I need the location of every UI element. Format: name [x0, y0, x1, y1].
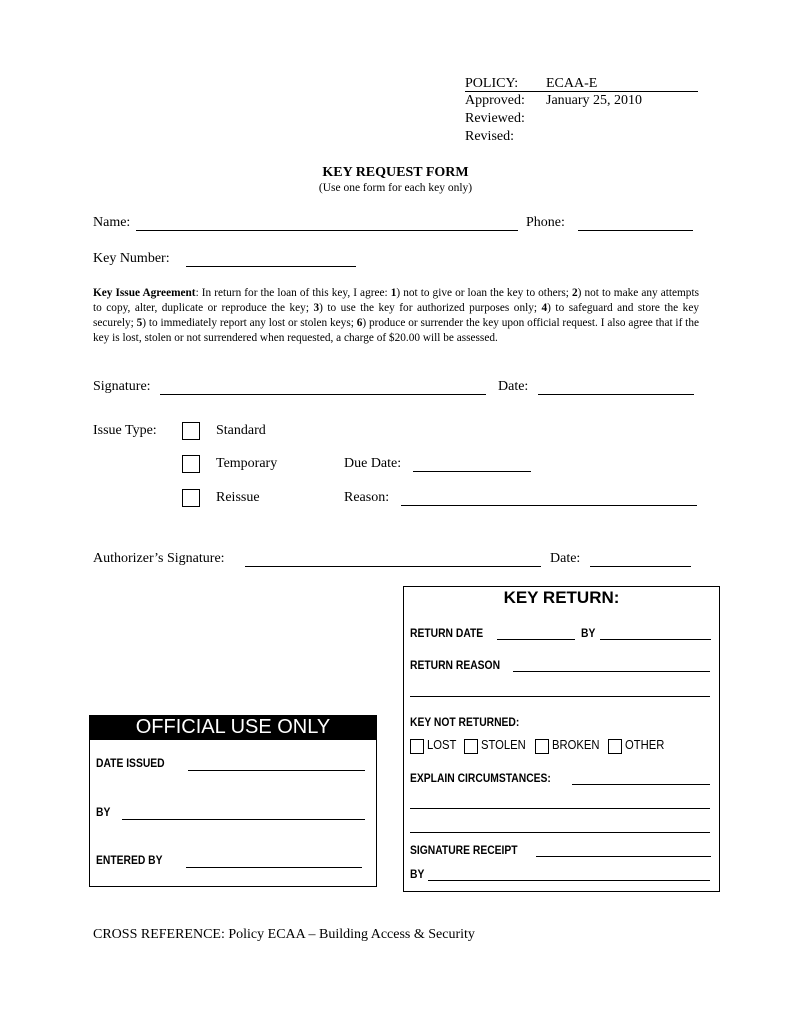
lost-checkbox[interactable]: [410, 739, 424, 754]
return-reason-label: RETURN REASON: [410, 658, 501, 672]
agreement-closing: I also agree that if the key is lost, stolen or not surrendered when requested, a charge of $20.00 will be assessed.: [93, 317, 699, 344]
broken-label: BROKEN: [552, 738, 600, 752]
name-label: Name:: [93, 215, 131, 230]
reviewed-label: Reviewed:: [465, 111, 525, 126]
other-label: OTHER: [625, 738, 665, 752]
date-issued-field[interactable]: [188, 770, 365, 771]
name-field[interactable]: [136, 230, 518, 231]
return-date-field[interactable]: [497, 639, 575, 640]
authorizer-date-label: Date:: [550, 551, 581, 566]
agreement-item-num: 2: [571, 287, 578, 299]
reissue-checkbox[interactable]: [182, 489, 200, 507]
return-date-label: RETURN DATE: [410, 626, 484, 640]
cross-reference: CROSS REFERENCE: Policy ECAA – Building Access & Security: [93, 927, 475, 942]
key-number-label: Key Number:: [93, 251, 170, 266]
agreement-intro: : In return for the loan of this key, I agree:: [195, 287, 391, 299]
agreement-item-num: 6: [356, 317, 363, 329]
agreement-item-num: 4: [541, 302, 548, 314]
agreement-item-num: 5: [136, 317, 143, 329]
stolen-label: STOLEN: [481, 738, 526, 752]
standard-checkbox[interactable]: [182, 422, 200, 440]
phone-field[interactable]: [578, 230, 693, 231]
signature-receipt-label: SIGNATURE RECEIPT: [410, 843, 518, 857]
reissue-label: Reissue: [216, 490, 260, 505]
return-by2-label: BY: [410, 867, 425, 881]
date-label: Date:: [498, 379, 529, 394]
date-issued-label: DATE ISSUED: [96, 756, 165, 770]
explain-field-line2[interactable]: [410, 808, 710, 809]
policy-underline: [465, 91, 698, 92]
temporary-checkbox[interactable]: [182, 455, 200, 473]
policy-label: POLICY:: [465, 76, 519, 91]
authorizer-label: Authorizer’s Signature:: [93, 551, 225, 566]
revised-label: Revised:: [465, 129, 514, 144]
explain-circumstances-label: EXPLAIN CIRCUMSTANCES:: [410, 771, 551, 785]
agreement-item-text: ) to use the key for authorized purposes only;: [319, 302, 542, 314]
explain-field[interactable]: [572, 784, 710, 785]
authorizer-signature-field[interactable]: [245, 566, 541, 567]
signature-receipt-field[interactable]: [536, 856, 711, 857]
key-issue-agreement: [93, 286, 699, 346]
standard-label: Standard: [216, 423, 266, 438]
issue-type-label: Issue Type:: [93, 423, 157, 438]
official-by-field[interactable]: [122, 819, 365, 820]
agreement-item-text: ) to safeguard and store the key securely;: [93, 302, 699, 329]
date-field[interactable]: [538, 394, 694, 395]
form-title: KEY REQUEST FORM: [322, 165, 469, 180]
entered-by-label: ENTERED BY: [96, 853, 163, 867]
due-date-label: Due Date:: [344, 456, 402, 471]
agreement-item-text: ) not to make any attempts to copy, alter, duplicate or reproduce the key;: [93, 287, 699, 314]
entered-by-field[interactable]: [186, 867, 362, 868]
agreement-item-num: 3: [313, 302, 320, 314]
return-reason-field-line2[interactable]: [410, 696, 710, 697]
agreement-item-text: ) not to give or loan the key to others;: [396, 287, 572, 299]
approved-label: Approved:: [465, 93, 525, 108]
agreement-item-text: ) to immediately report any lost or stolen keys;: [142, 317, 357, 329]
authorizer-date-field[interactable]: [590, 566, 691, 567]
phone-label: Phone:: [526, 215, 565, 230]
official-use-header: OFFICIAL USE ONLY: [89, 715, 377, 740]
agreement-item-num: 1: [390, 287, 397, 299]
lost-label: LOST: [427, 738, 457, 752]
other-checkbox[interactable]: [608, 739, 622, 754]
signature-field[interactable]: [160, 394, 486, 395]
due-date-field[interactable]: [413, 471, 531, 472]
return-by2-field[interactable]: [428, 880, 710, 881]
key-not-returned-label: KEY NOT RETURNED:: [410, 715, 520, 729]
return-by-field[interactable]: [600, 639, 711, 640]
explain-field-line3[interactable]: [410, 832, 710, 833]
reason-label: Reason:: [344, 490, 390, 505]
reason-field[interactable]: [401, 505, 697, 506]
signature-label: Signature:: [93, 379, 151, 394]
approved-value: January 25, 2010: [546, 93, 643, 108]
official-by-label: BY: [96, 805, 111, 819]
temporary-label: Temporary: [216, 456, 278, 471]
agreement-item-text: ) produce or surrender the key upon official request.: [362, 317, 601, 329]
key-number-field[interactable]: [186, 266, 356, 267]
form-subtitle: (Use one form for each key only): [318, 182, 473, 194]
key-return-title: KEY RETURN:: [503, 588, 620, 607]
return-reason-field[interactable]: [513, 671, 710, 672]
policy-value: ECAA-E: [546, 76, 598, 91]
return-by-label: BY: [581, 626, 596, 640]
stolen-checkbox[interactable]: [464, 739, 478, 754]
agreement-heading: Key Issue Agreement: [93, 287, 196, 299]
broken-checkbox[interactable]: [535, 739, 549, 754]
